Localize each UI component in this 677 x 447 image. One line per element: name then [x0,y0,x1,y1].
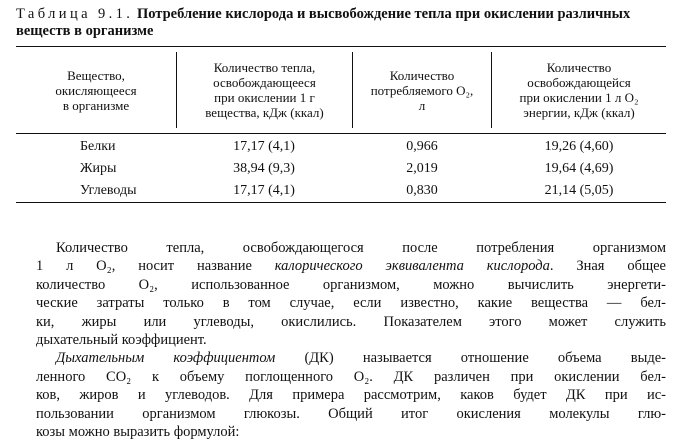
cell-heat: 17,17 (4,1) [233,183,295,198]
text-line: пользовании организмом глюкозы. Общий итог окисления молекулы глю- [36,405,666,422]
cell-oxygen: 0,830 [406,183,438,198]
table-row [16,180,666,202]
cell-energy: 21,14 (5,05) [544,183,614,198]
text-line: ческие затраты только в том случае, если известно, какие вещества — бел- [36,295,666,312]
data-table [16,46,666,203]
table-top-rule [16,46,666,47]
text-line: дыхательный коэффициент. [36,332,207,349]
text-line: Количество тепла, освобождающегося после потребления организмом [56,240,666,256]
text-line: ленного CO₂ к объему поглощенного O₂. ДК различен при окислении бел- [36,368,666,385]
cell-oxygen: 0,966 [406,139,438,154]
text-line: количество O₂, использованное организмом, можно вычислить энергети- [36,276,666,293]
text-line: козы можно выразить формулой: [36,424,240,441]
term-respiratory-coefficient: Дыхательным коэффициентом [56,350,276,367]
table-caption [16,6,666,40]
text-line: Дыхательным коэффициентом (ДК) называется отношение объема выде- [56,350,666,367]
table-row [16,158,666,180]
header-heat-per-gram: Количество тепла, освобождающееся при окислении 1 г вещества, кДж (ккал) [205,60,324,120]
cell-energy: 19,26 (4,60) [544,139,614,154]
cell-heat: 17,17 (4,1) [233,139,295,154]
table-caption-title: Потребление кислорода и высвобождение тепла при окислении различных веществ в организме [16,6,631,39]
cell-oxygen: 2,019 [406,161,438,176]
table-bottom-rule [16,202,666,203]
cell-energy: 19,64 (4,69) [544,161,614,176]
text-line: ков, жиров и углеводов. Для примера рассмотрим, каков будет ДК при ис- [36,387,666,404]
cell-substance: Белки [80,139,116,154]
body-text [36,239,666,441]
header-oxygen-consumed: Количество потребляемого O₂, л [370,67,474,113]
table-row [16,136,666,158]
text-line: ки, жиры или углеводы, окислились. Показателем этого может служить [36,313,666,330]
header-substance: Вещество, окисляющееся в организме [55,67,137,113]
text-line: 1 л O₂, носит название калорического эквивалента кислорода. Зная общее [36,258,666,275]
header-energy-per-liter: Количество освобождающейся при окислении 1 л O₂ энергии, кДж (ккал) [519,60,639,120]
table-caption-label: Таблица 9.1. [16,6,134,22]
cell-substance: Жиры [80,161,117,176]
header-bottom-rule [16,133,666,134]
cell-substance: Углеводы [80,183,137,198]
cell-heat: 38,94 (9,3) [233,161,295,176]
term-caloric-equivalent: калорического эквивалента кислорода [274,258,550,275]
